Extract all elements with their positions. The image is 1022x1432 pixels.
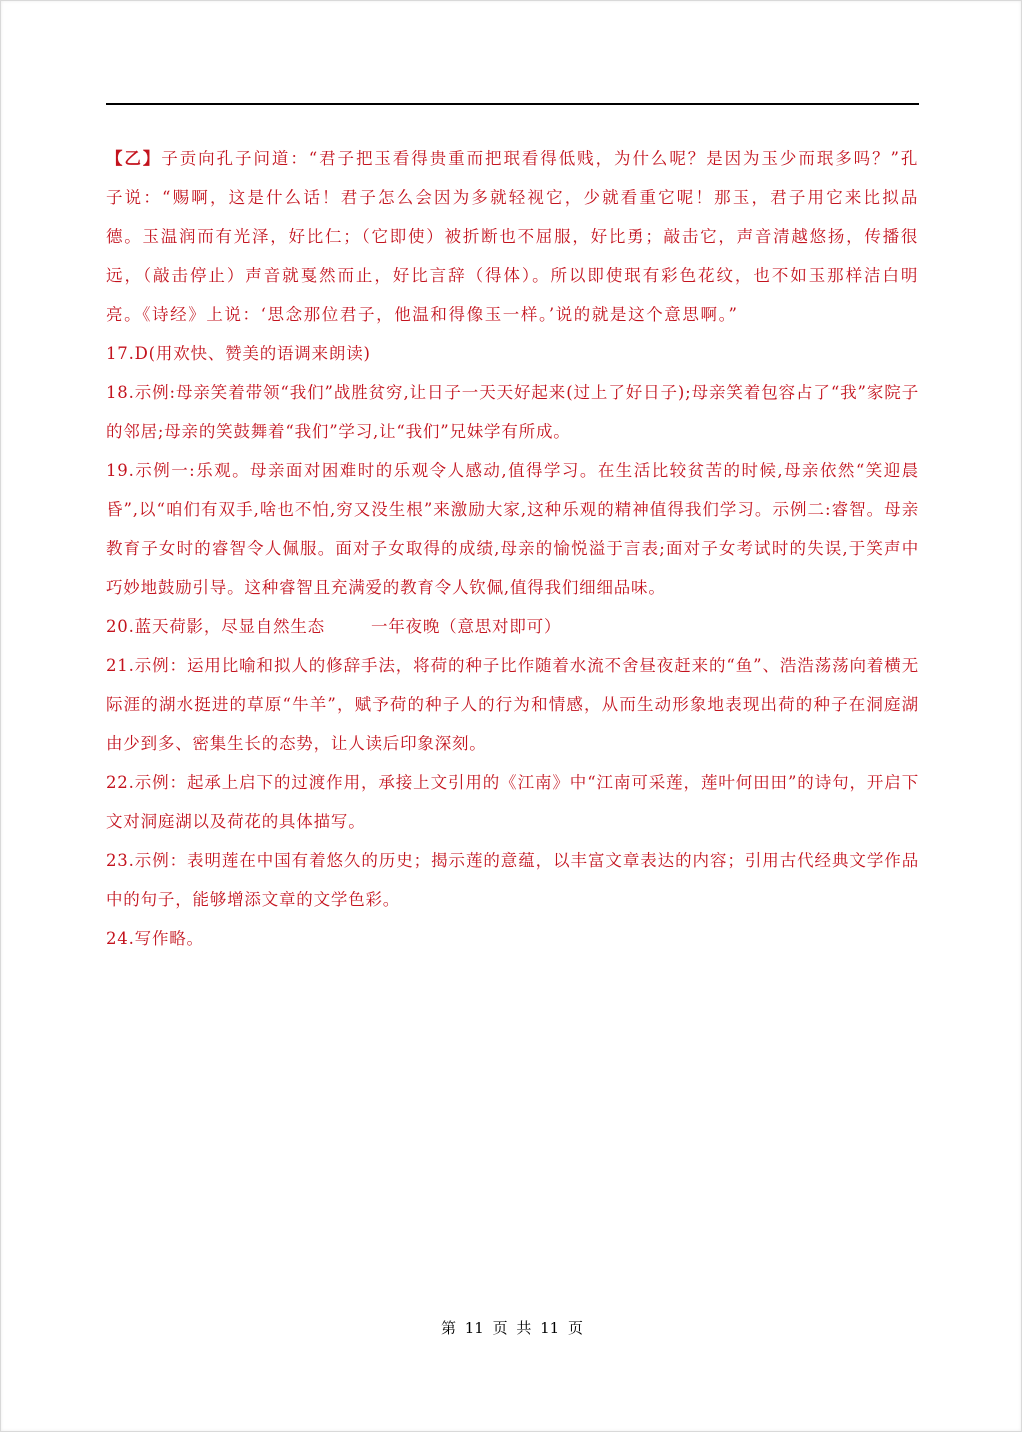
- answer-text: 示例一:乐观。母亲面对困难时的乐观令人感动,值得学习。在生活比较贫苦的时候,母亲依然“笑迎晨昏”,以“咱们有双手,啥也不怕,穷又没生根”来激励大家,这种乐观的精神值得我们学习。示例二:睿智。母亲教育子女时的睿智令人佩服。面对子女取得的成绩,母亲的愉悦溢于言表;面对子女考试时的失误,于笑声中巧妙地鼓励引导。这种睿智且充满爱的教育令人钦佩,值得我们细细品味。: [106, 461, 919, 597]
- answer-20: [106, 607, 919, 646]
- answer-17: [106, 334, 919, 373]
- answer-text: D(用欢快、赞美的语调来朗读): [134, 344, 371, 363]
- header-rule: [106, 103, 919, 105]
- answer-21: [106, 646, 919, 763]
- answer-number: 20.: [106, 617, 135, 636]
- answer-content: [106, 139, 919, 958]
- answer-number: 21.: [106, 656, 135, 675]
- answer-number: 17.: [106, 344, 135, 363]
- answer-number: 22.: [106, 773, 135, 792]
- answer-24: [106, 919, 919, 958]
- answer-22: [106, 763, 919, 841]
- answer-text: 示例:母亲笑着带领“我们”战胜贫穷,让日子一天天好起来(过上了好日子);母亲笑着包容占了“我”家院子的邻居;母亲的笑鼓舞着“我们”学习,让“我们”兄妹学有所成。: [106, 383, 919, 441]
- answer-text-second: 一年夜晚（意思对即可）: [370, 617, 562, 636]
- answer-text: 示例：起承上启下的过渡作用，承接上文引用的《江南》中“江南可采莲，莲叶何田田”的诗句，开启下文对洞庭湖以及荷花的具体描写。: [106, 773, 919, 831]
- answer-number: 23.: [106, 851, 135, 870]
- passage-marker: 【乙】: [106, 149, 162, 168]
- answer-text: 示例：表明莲在中国有着悠久的历史；揭示莲的意蕴，以丰富文章表达的内容；引用古代经典文学作品中的句子，能够增添文章的文学色彩。: [106, 851, 919, 909]
- answer-text: 写作略。: [134, 929, 204, 948]
- answer-number: 18.: [106, 383, 135, 402]
- answer-text: 示例：运用比喻和拟人的修辞手法，将荷的种子比作随着水流不舍昼夜赶来的“鱼”、浩浩荡荡向着横无际涯的湖水挺进的草原“牛羊”，赋予荷的种子人的行为和情感，从而生动形象地表现出荷的种子在洞庭湖由少到多、密集生长的态势，让人读后印象深刻。: [106, 656, 919, 753]
- answer-text: 蓝天荷影，尽显自然生态: [134, 617, 325, 636]
- passage-text: 子贡向孔子问道：“君子把玉看得贵重而把珉看得低贱，为什么呢？是因为玉少而珉多吗？”孔子说：“赐啊，这是什么话！君子怎么会因为多就轻视它，少就看重它呢！那玉，君子用它来比拟品德。玉温润而有光泽，好比仁；（它即使）被折断也不屈服，好比勇；敲击它，声音清越悠扬，传播很远，（敲击停止）声音就戛然而止，好比言辞（得体）。所以即使珉有彩色花纹，也不如玉那样洁白明亮。《诗经》上说：‘思念那位君子，他温和得像玉一样。’说的就是这个意思啊。”: [106, 149, 919, 324]
- answer-number: 24.: [106, 929, 135, 948]
- page-footer: 第 11 页 共 11 页: [440, 1319, 583, 1337]
- answer-23: [106, 841, 919, 919]
- answer-19: [106, 451, 919, 607]
- answer-18: [106, 373, 919, 451]
- passage-yi: [106, 139, 919, 334]
- answer-number: 19.: [106, 461, 135, 480]
